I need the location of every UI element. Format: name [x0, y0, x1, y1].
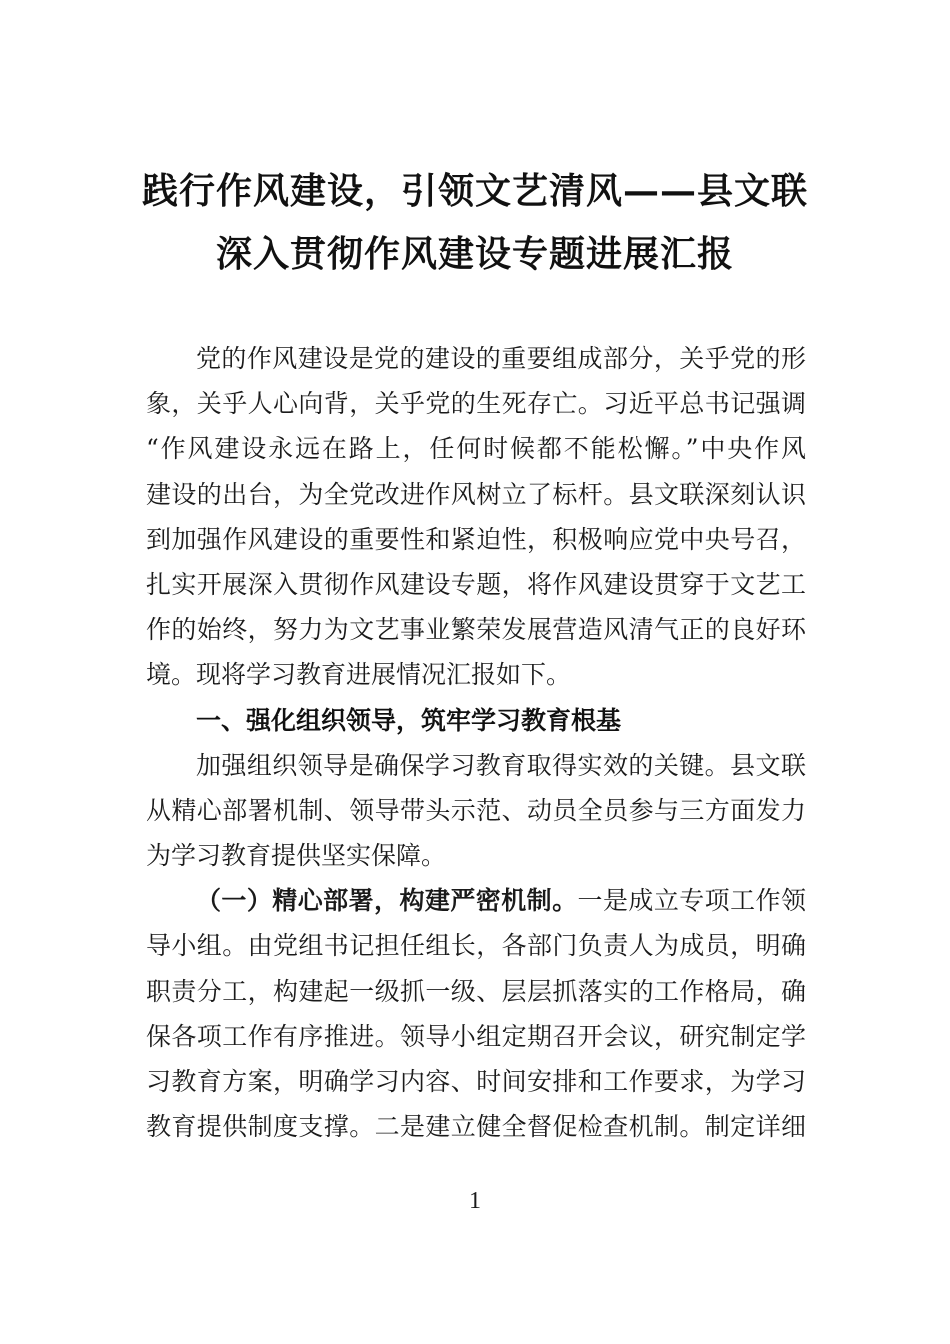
document-title [140, 160, 810, 286]
paragraph-line: “作风建设永远在路上，任何时候都不能松懈。”中央作风 [146, 434, 806, 464]
paragraph-line: 建设的出台，为全党改进作风树立了标杆。县文联深刻认识 [146, 479, 806, 509]
document-body [146, 336, 806, 1149]
paragraph-line: 习教育方案，明确学习内容、时间安排和工作要求，为学习 [146, 1067, 806, 1096]
paragraph-line: 扎实开展深入贯彻作风建设专题，将作风建设贯穿于文艺工 [146, 569, 806, 599]
paragraph-line: 象，关乎人心向背，关乎党的生死存亡。习近平总书记强调 [146, 389, 806, 419]
section-heading: 一、强化组织领导，筑牢学习教育根基 [196, 705, 622, 735]
section1-paragraph [146, 743, 806, 879]
subsection-heading: （一）精心部署，构建严密机制。 [196, 886, 578, 916]
paragraph-line: 职责分工，构建起一级抓一级、层层抓落实的工作格局，确 [146, 976, 806, 1006]
paragraph-line: 党的作风建设是党的建设的重要组成部分，关乎党的形 [196, 344, 806, 373]
paragraph-line: 教育提供制度支撑。二是建立健全督促检查机制。制定详细 [146, 1112, 806, 1142]
paragraph-line: 境。现将学习教育进展情况汇报如下。 [146, 660, 572, 690]
paragraph-line: 保各项工作有序推进。领导小组定期召开会议，研究制定学 [146, 1021, 806, 1051]
subsection1-paragraph [146, 878, 806, 1149]
subsection-first-line-text: 一是成立专项工作领 [577, 886, 806, 916]
title-line-1: 践行作风建设，引领文艺清风——县文联 [141, 170, 808, 212]
subsection-first-line [146, 878, 806, 923]
paragraph-line: 到加强作风建设的重要性和紧迫性，积极响应党中央号召， [146, 524, 806, 554]
paragraph-line: 从精心部署机制、领导带头示范、动员全员参与三方面发力 [146, 795, 806, 825]
paragraph-line: 为学习教育提供坚实保障。 [146, 841, 447, 871]
title-line-2: 深入贯彻作风建设专题进展汇报 [215, 233, 734, 275]
intro-paragraph [146, 336, 806, 698]
page-number: 1 [469, 1188, 481, 1214]
paragraph-line: 导小组。由党组书记担任组长，各部门负责人为成员，明确 [146, 931, 806, 961]
paragraph-line: 加强组织领导是确保学习教育取得实效的关键。县文联 [196, 750, 806, 780]
paragraph-line: 作的始终，努力为文艺事业繁荣发展营造风清气正的良好环 [146, 615, 806, 645]
